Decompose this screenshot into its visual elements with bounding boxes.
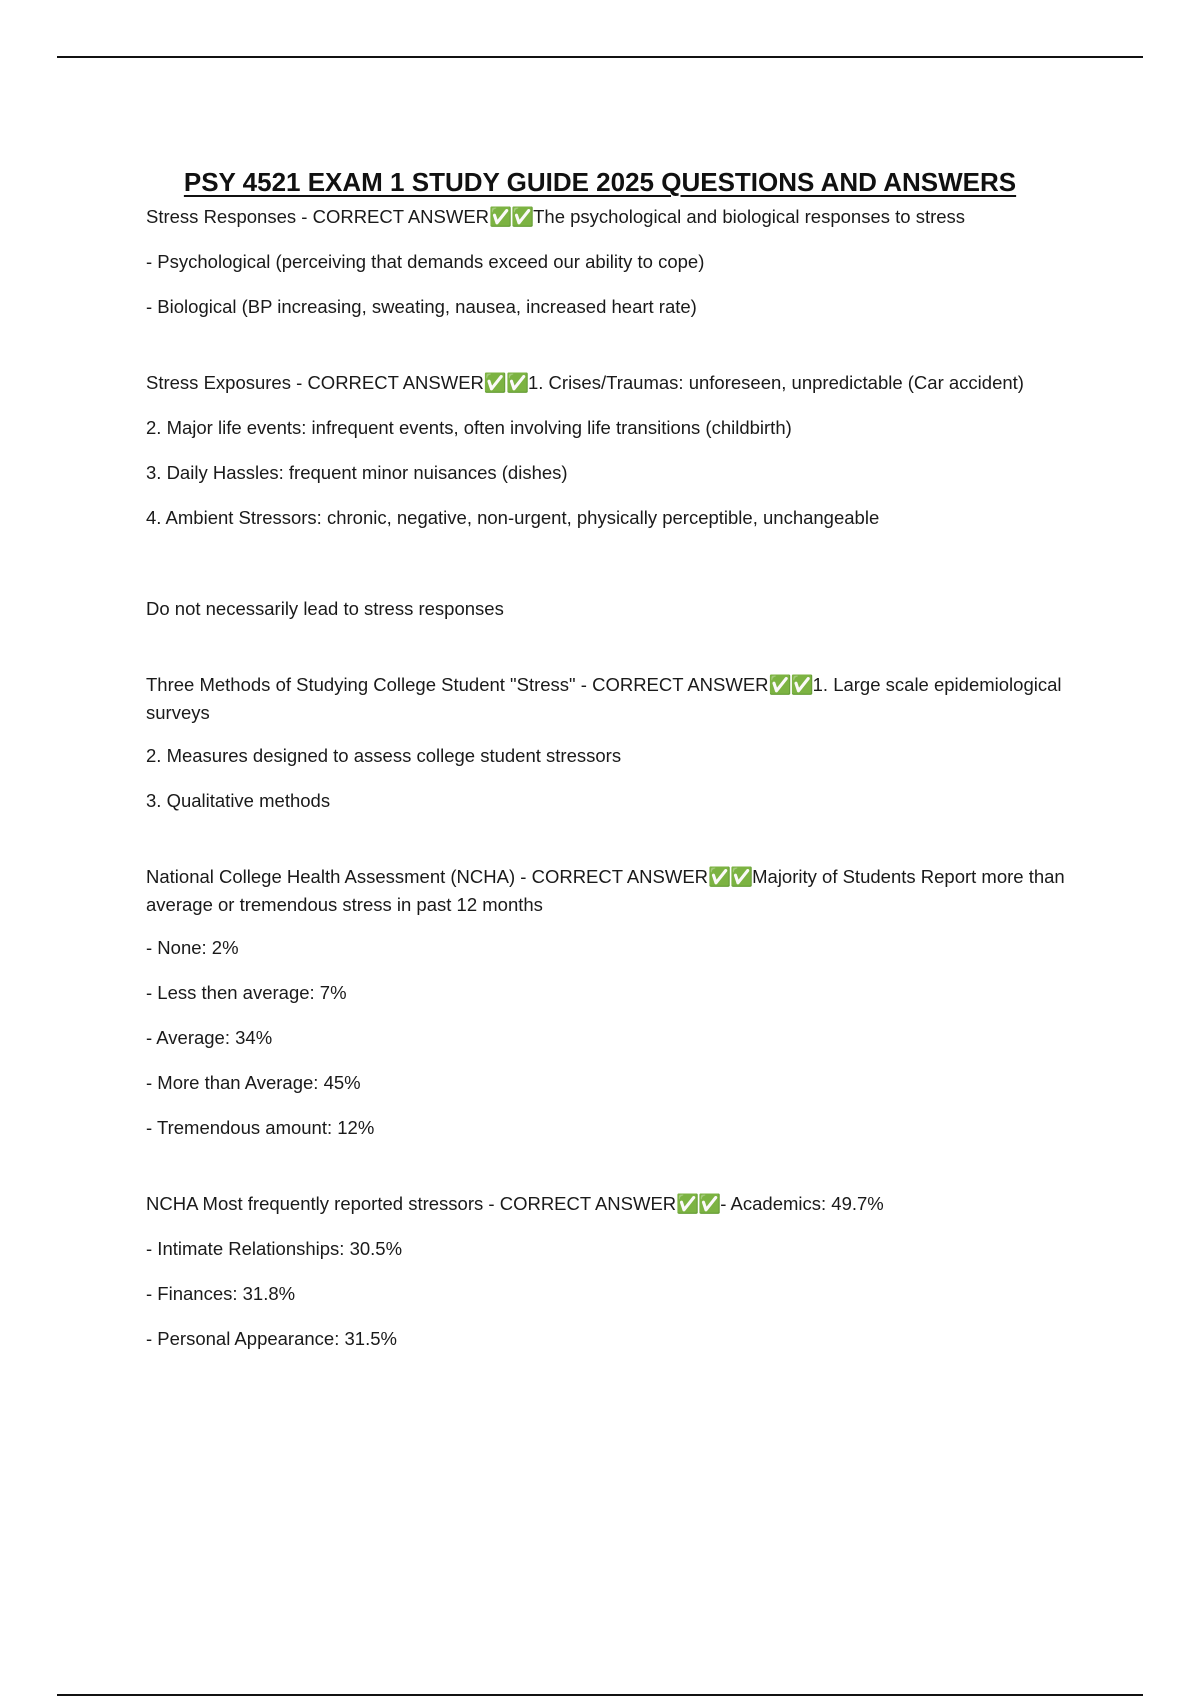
answer-marker: CORRECT ANSWER (307, 372, 484, 393)
footer-rule (57, 1694, 1143, 1696)
double-check-icon: ✅✅ (489, 206, 534, 227)
qa-detail: 2. Measures designed to assess college student stressors (146, 745, 622, 766)
qa-question-line: Three Methods of Studying College Student "Stress" - CORRECT ANSWER✅✅1. Large scale epidemiological surveys (146, 674, 1062, 723)
document-body (146, 203, 1086, 1353)
qa-detail: - More than Average: 45% (146, 1072, 361, 1093)
qa-item-ncha-stressors (146, 1190, 1086, 1353)
qa-detail: - None: 2% (146, 937, 239, 958)
document-title: PSY 4521 EXAM 1 STUDY GUIDE 2025 QUESTIONS AND ANSWERS (183, 167, 1017, 198)
qa-answer: Majority of Students Report more than average or tremendous stress in past 12 months (146, 866, 1065, 915)
answer-marker: CORRECT ANSWER (531, 866, 709, 887)
answer-marker: CORRECT ANSWER (592, 674, 769, 695)
qa-term: Stress Exposures (146, 372, 291, 393)
qa-detail: - Psychological (perceiving that demands exceed our ability to cope) (146, 251, 705, 272)
qa-detail: - Biological (BP increasing, sweating, nausea, increased heart rate) (146, 296, 697, 317)
qa-term: Three Methods of Studying College Student "Stress" (146, 674, 576, 695)
double-check-icon: ✅✅ (483, 372, 528, 393)
qa-item-stress-responses (146, 203, 1086, 321)
qa-note: Do not necessarily lead to stress responses (146, 598, 504, 619)
qa-detail: 4. Ambient Stressors: chronic, negative, non-urgent, physically perceptible, unchangeable (146, 507, 880, 528)
qa-term: Stress Responses (146, 206, 297, 227)
qa-detail: 2. Major life events: infrequent events, often involving life transitions (childbirth) (146, 417, 792, 438)
qa-item-stress-exposures (146, 369, 1086, 623)
qa-question-line: Stress Responses - CORRECT ANSWER✅✅The psychological and biological responses to stress (146, 206, 966, 227)
qa-detail: - Tremendous amount: 12% (146, 1117, 375, 1138)
qa-term: National College Health Assessment (NCHA) (146, 866, 516, 887)
qa-detail: 3. Daily Hassles: frequent minor nuisances (dishes) (146, 462, 568, 483)
qa-detail: - Intimate Relationships: 30.5% (146, 1238, 403, 1259)
double-check-icon: ✅✅ (768, 674, 813, 695)
qa-answer: 1. Large scale epidemiological surveys (146, 674, 1062, 723)
answer-marker: CORRECT ANSWER (312, 206, 490, 227)
qa-answer: 1. Crises/Traumas: unforeseen, unpredictable (Car accident) (527, 372, 1024, 393)
qa-detail: - Average: 34% (146, 1027, 273, 1048)
qa-answer: The psychological and biological responses to stress (533, 206, 966, 227)
qa-item-study-methods (146, 671, 1086, 815)
qa-detail: 3. Qualitative methods (146, 790, 331, 811)
qa-detail: - Less then average: 7% (146, 982, 347, 1003)
qa-detail: - Finances: 31.8% (146, 1283, 296, 1304)
header-rule (57, 56, 1143, 58)
answer-marker: CORRECT ANSWER (499, 1193, 677, 1214)
qa-answer: - Academics: 49.7% (720, 1193, 884, 1214)
double-check-icon: ✅✅ (708, 866, 753, 887)
double-check-icon: ✅✅ (676, 1193, 721, 1214)
qa-detail: - Personal Appearance: 31.5% (146, 1328, 397, 1349)
qa-question-line: NCHA Most frequently reported stressors - CORRECT ANSWER✅✅- Academics: 49.7% (146, 1193, 884, 1214)
qa-item-ncha (146, 863, 1086, 1142)
qa-question-line: Stress Exposures - CORRECT ANSWER✅✅1. Crises/Traumas: unforeseen, unpredictable (Car accident) (146, 372, 1024, 393)
qa-question-line: National College Health Assessment (NCHA) - CORRECT ANSWER✅✅Majority of Students Report more than average or tremendous stress in past 12 months (146, 866, 1065, 915)
qa-term: NCHA Most frequently reported stressors (146, 1193, 484, 1214)
